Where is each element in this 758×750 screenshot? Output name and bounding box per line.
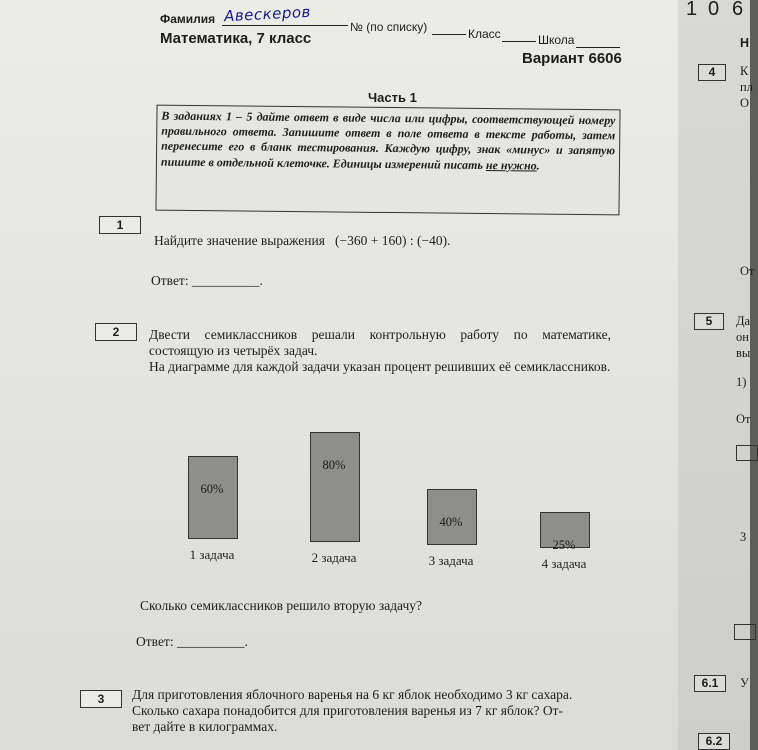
top-digit: 6 bbox=[732, 0, 744, 20]
bar-value-label: 40% bbox=[439, 515, 463, 529]
right-item-5-line: вы bbox=[736, 346, 751, 360]
task-2-answer[interactable]: Ответ: __________. bbox=[136, 634, 248, 649]
right-item-6-2-number: 6.2 bbox=[698, 733, 730, 750]
instructions-text: В заданиях 1 – 5 дайте ответ в виде числа или цифры, соответствующей номеру правильного ответа. Запишите ответ в поле ответа в тексте работы, затем перенесите его в бланк тестирования. Каждую цифру, знак «минус» и запятую пишите в отдельной клеточке. Единицы измерений писать не нужно. bbox=[160, 108, 616, 173]
category-label: 4 задача bbox=[541, 556, 587, 571]
right-item-5-number: 5 bbox=[694, 313, 724, 330]
top-digit: 0 bbox=[708, 0, 720, 20]
task-2-text: Двести семиклассников решали контрольную работу по математике, состоящую из четырёх задач. На диаграмме для каждой задачи указан процент решивших её семиклассников. bbox=[149, 327, 611, 374]
task-3-text: Для приготовления яблочного варенья на 6 кг яблок необходимо 3 кг сахара. Сколько сахара понадобится для приготовления варенья из 7 кг яблок? От- вет дайте в килограммах. bbox=[132, 687, 573, 734]
list-number-line bbox=[432, 34, 466, 35]
task-2-number: 2 bbox=[95, 323, 137, 341]
school-line bbox=[576, 47, 620, 48]
next-page-edge bbox=[678, 0, 755, 750]
right-item-6-1-number: 6.1 bbox=[694, 675, 726, 692]
right-answer-fragment: От bbox=[740, 264, 755, 278]
right-item-4-number: 4 bbox=[698, 64, 726, 81]
category-label: 2 задача bbox=[311, 550, 357, 565]
task-1-answer[interactable]: Ответ: __________. bbox=[151, 273, 263, 288]
bar-value-label: 80% bbox=[322, 458, 346, 472]
part-heading: Часть 1 bbox=[368, 90, 417, 105]
task-1-number: 1 bbox=[99, 216, 141, 234]
school-label: Школа bbox=[538, 33, 575, 47]
right-answer-fragment: От bbox=[736, 412, 751, 426]
category-label: 1 задача bbox=[189, 547, 235, 562]
bar-2 bbox=[310, 432, 360, 542]
right-item-5-line: он bbox=[736, 330, 749, 344]
class-line bbox=[502, 41, 536, 42]
class-label: Класс bbox=[468, 27, 501, 41]
surname-handwritten: Авескеров bbox=[223, 2, 312, 26]
task-3-number: 3 bbox=[80, 690, 122, 708]
right-item-4-line: К bbox=[740, 64, 749, 78]
instructions-box bbox=[155, 105, 620, 216]
task-1-text: Найдите значение выражения (−360 + 160) : (−40). bbox=[154, 233, 451, 248]
top-digit: 1 bbox=[686, 0, 698, 20]
right-item-5-line: Да bbox=[736, 314, 751, 328]
surname-label: Фамилия bbox=[160, 12, 216, 26]
task-2-question: Сколько семиклассников решило вторую задачу? bbox=[140, 598, 423, 613]
subject-title: Математика, 7 класс bbox=[160, 30, 312, 47]
bar-1 bbox=[188, 456, 238, 539]
right-side-mark: 3 bbox=[740, 530, 747, 544]
bar-value-label: 60% bbox=[200, 482, 224, 496]
right-item-4-line: О bbox=[740, 96, 750, 110]
right-heading: Н bbox=[740, 36, 750, 50]
variant-title: Вариант 6606 bbox=[522, 50, 622, 67]
list-number-label: № (по списку) bbox=[350, 20, 428, 34]
right-answer-box bbox=[736, 445, 758, 461]
category-label: 3 задача bbox=[428, 553, 474, 568]
right-item-4-line: пл bbox=[740, 80, 753, 94]
right-item-5-line: 1) bbox=[736, 375, 747, 389]
right-answer-box bbox=[734, 624, 756, 640]
bar-value-label: 25% bbox=[552, 538, 576, 553]
surname-underline bbox=[222, 25, 348, 26]
right-item-6-1-line: У bbox=[740, 676, 749, 690]
